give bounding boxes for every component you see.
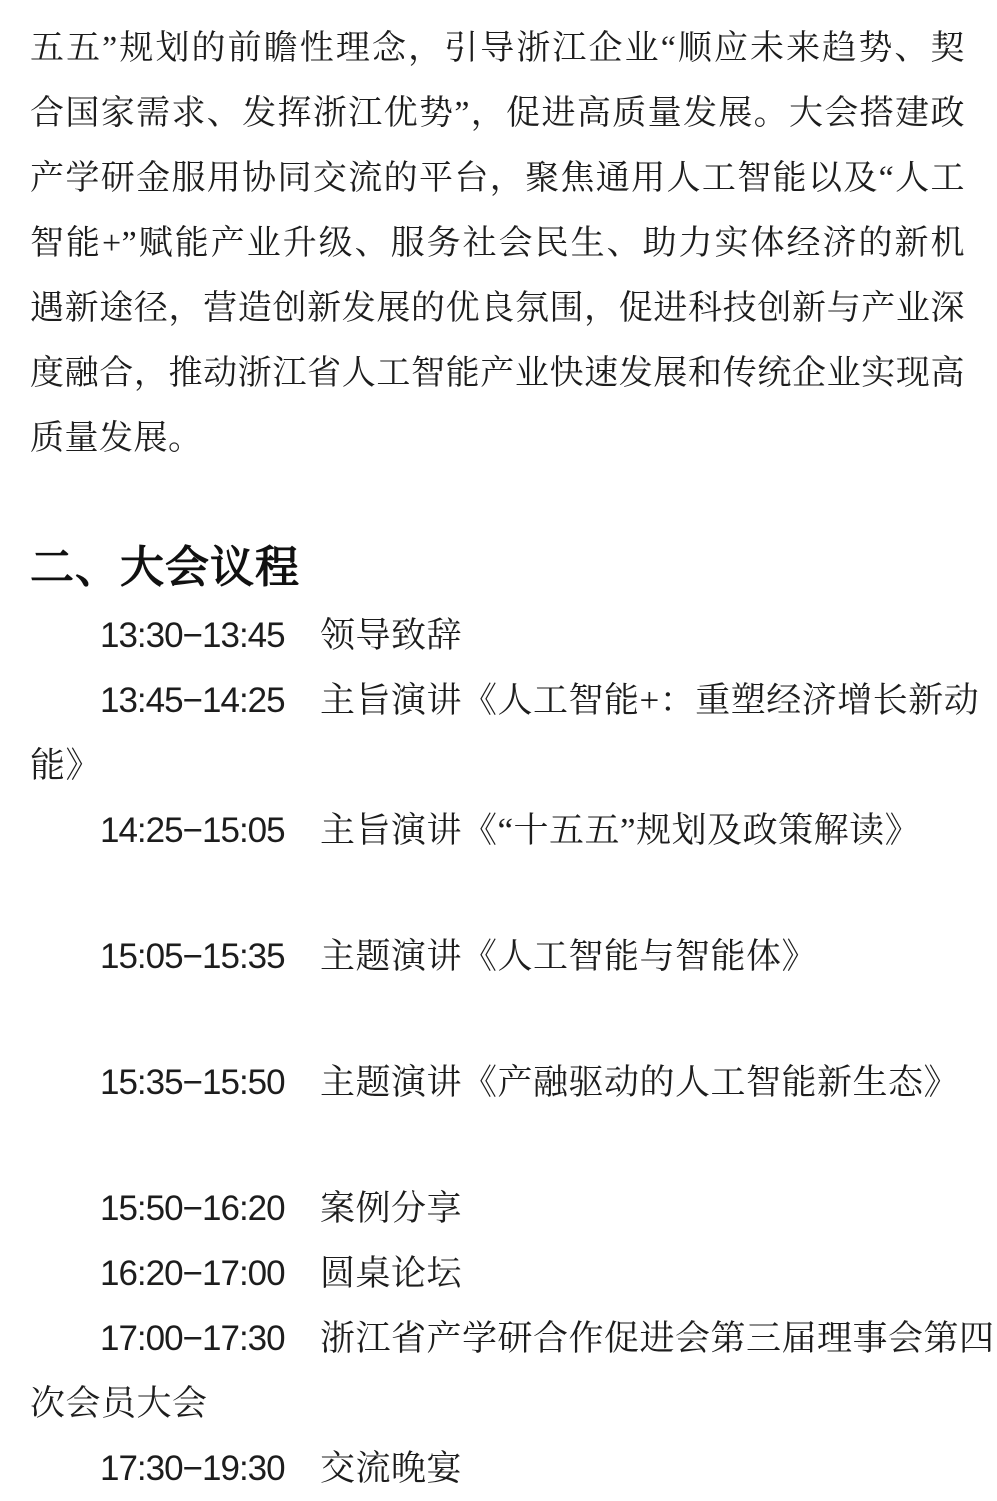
agenda-row — [30, 603, 965, 668]
agenda-activity: 交流晚宴 — [320, 1449, 463, 1488]
agenda-time: 17:00−17:30 — [100, 1319, 285, 1358]
agenda-row — [30, 1306, 995, 1371]
agenda-time: 16:20−17:00 — [100, 1254, 285, 1293]
agenda-time: 13:45−14:25 — [100, 681, 285, 720]
agenda-row — [30, 1050, 965, 1115]
intro-line: 智能+”赋能产业升级、服务社会民生、助力实体经济的新机 — [30, 225, 965, 262]
intro-line: 质量发展。 — [30, 420, 203, 457]
intro-line: 遇新途径，营造创新发展的优良氛围，促进科技创新与产业深 — [30, 290, 965, 327]
agenda-activity: 浙江省产学研合作促进会第三届理事会第四 — [320, 1319, 995, 1358]
agenda-section-heading: 二、大会议程 — [30, 543, 300, 592]
intro-paragraph — [30, 16, 965, 471]
agenda-activity: 主题演讲《产融驱动的人工智能新生态》 — [320, 1063, 960, 1102]
agenda-row — [30, 1176, 965, 1241]
intro-line: 五五”规划的前瞻性理念，引导浙江企业“顺应未来趋势、契 — [30, 30, 965, 67]
agenda-activity: 圆桌论坛 — [320, 1254, 463, 1293]
agenda-time: 17:30−19:30 — [100, 1449, 285, 1488]
agenda-activity-continuation: 次会员大会 — [30, 1384, 208, 1423]
agenda-activity: 领导致辞 — [320, 616, 463, 655]
intro-line: 产学研金服用协同交流的平台，聚焦通用人工智能以及“人工 — [30, 160, 965, 197]
intro-line: 合国家需求、发挥浙江优势”，促进高质量发展。大会搭建政 — [30, 95, 965, 132]
agenda-time: 14:25−15:05 — [100, 811, 285, 850]
agenda-activity: 主旨演讲《人工智能+：重塑经济增长新动 — [320, 681, 980, 720]
agenda-time: 13:30−13:45 — [100, 616, 285, 655]
agenda-activity-continuation: 能》 — [30, 746, 102, 785]
agenda-list — [30, 603, 995, 1501]
agenda-time: 15:50−16:20 — [100, 1189, 285, 1228]
intro-line: 度融合，推动浙江省人工智能产业快速发展和传统企业实现高 — [30, 355, 965, 392]
agenda-activity: 案例分享 — [320, 1189, 463, 1228]
agenda-row — [30, 924, 965, 989]
agenda-activity: 主题演讲《人工智能与智能体》 — [320, 937, 818, 976]
agenda-row — [30, 798, 965, 863]
agenda-time: 15:05−15:35 — [100, 937, 285, 976]
agenda-activity: 主旨演讲《“十五五”规划及政策解读》 — [320, 811, 921, 850]
agenda-row — [30, 668, 980, 733]
agenda-row — [30, 1241, 965, 1306]
agenda-row — [30, 1436, 965, 1501]
agenda-time: 15:35−15:50 — [100, 1063, 285, 1102]
